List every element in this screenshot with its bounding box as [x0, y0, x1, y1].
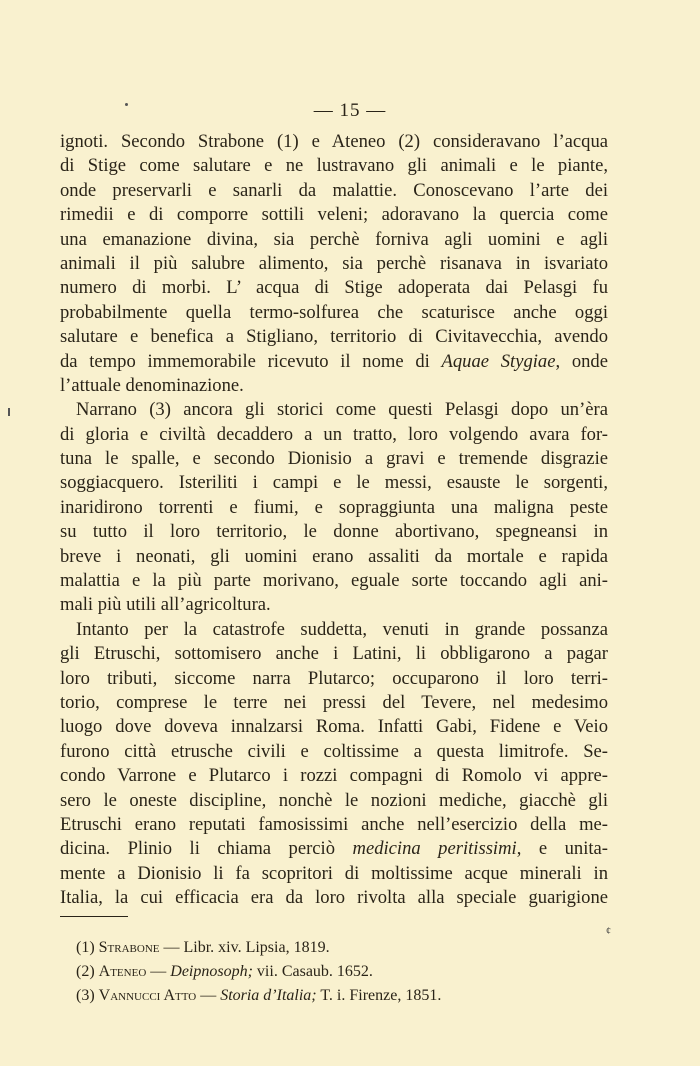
- text-line: condo Varrone e Plutarco i rozzi compagni di Romolo vi appre-: [60, 765, 608, 787]
- footnote-sep: —: [163, 939, 180, 956]
- text-line: luogo dove doveva innalzarsi Roma. Infatti Gabi, Fidene e Veio: [60, 716, 608, 738]
- text-line: salutare e benefica a Stigliano, territorio di Civitavecchia, avendo: [60, 326, 608, 348]
- text-line: inaridirono torrenti e fiumi, e sopraggiunta una maligna peste: [60, 496, 608, 518]
- text-line: soggiacquero. Isteriliti i campi e le messi, esauste le sorgenti,: [60, 472, 608, 494]
- paragraph: [60, 130, 608, 398]
- footnote-author: Strabone: [98, 939, 160, 956]
- footnotes: [76, 936, 616, 1008]
- text-line: onde preservarli e sanarli da malattie. Conoscevano l’arte dei: [60, 179, 608, 201]
- footnote-text: T. i. Firenze, 1851.: [320, 987, 442, 1004]
- text-line: gli Etruschi, sottomisero anche i Latini, li obbligarono a pagar: [60, 643, 608, 665]
- text-line: ignoti. Secondo Strabone (1) e Ateneo (2) consideravano l’acqua: [60, 131, 608, 152]
- text-line: da tempo immemorabile ricevuto il nome di Aquae Stygiae, onde: [60, 350, 608, 372]
- text-line: mali più utili all’agricoltura.: [60, 594, 271, 616]
- text-line: sero le oneste discipline, nonchè le nozioni mediche, giacchè gli: [60, 789, 608, 811]
- footnote-work: Deipnosoph;: [170, 963, 253, 980]
- text-line: numero di morbi. L’ acqua di Stige adoperata dai Pelasgi fu: [60, 277, 608, 299]
- text-line: animali il più salubre alimento, sia perchè risanava in isvariato: [60, 252, 608, 274]
- margin-mark: [8, 408, 10, 416]
- page-mark: ¢: [606, 926, 611, 937]
- text-line: Intanto per la catastrofe suddetta, venuti in grande possanza: [76, 618, 608, 640]
- text-line: tuna le spalle, e secondo Dionisio a gravi e tremende disgrazie: [60, 448, 608, 470]
- footnote-number: (2): [76, 963, 95, 980]
- paragraph: [60, 398, 608, 618]
- page-number: — 15 —: [313, 100, 387, 121]
- text-line: breve i neonati, gli uomini erano assaliti da mortale e rapida: [60, 545, 608, 567]
- text-line: una emanazione divina, sia perchè forniva agli uomini e agli: [60, 228, 608, 250]
- footnote-text: Libr. xiv. Lipsia, 1819.: [183, 939, 330, 956]
- text-line: malattia e la più parte morivano, eguale sorte toccando agli ani-: [60, 570, 608, 592]
- footnote: [76, 936, 616, 960]
- footnote: [76, 984, 616, 1008]
- text-line: torio, comprese le terre nei pressi del Tevere, nel medesimo: [60, 691, 608, 713]
- text-line: probabilmente quella termo-solfurea che scaturisce anche oggi: [60, 301, 608, 323]
- text-line: dicina. Plinio li chiama perciò medicina peritissimi, e unita-: [60, 838, 608, 860]
- text-line: l’attuale denominazione.: [60, 374, 244, 396]
- text-line: mente a Dionisio li fa scopritori di moltissime acque minerali in: [60, 862, 608, 884]
- footnote-author: Ateneo: [98, 963, 147, 980]
- text-line: loro tributi, siccome narra Plutarco; occuparono il loro terri-: [60, 667, 608, 689]
- footnote-sep: —: [200, 987, 217, 1004]
- text-line: furono città etrusche civili e coltissime a questa limitrofe. Se-: [60, 740, 608, 762]
- footnote: [76, 960, 616, 984]
- footnote-author: Vannucci Atto: [98, 987, 197, 1004]
- footnote-number: (3): [76, 987, 95, 1004]
- text-line: Etruschi erano reputati famosissimi anche nell’esercizio della me-: [60, 813, 608, 835]
- text-line: di Stige come salutare e ne lustravano gli animali e le piante,: [60, 155, 608, 177]
- text-line: rimedii e di comporre sottili veleni; adoravano la quercia come: [60, 204, 608, 226]
- footnote-sep: —: [150, 963, 167, 980]
- footnote-text: vii. Casaub. 1652.: [256, 963, 373, 980]
- footnote-rule: [60, 916, 128, 917]
- text-line: Narrano (3) ancora gli storici come questi Pelasgi dopo un’èra: [76, 399, 608, 421]
- text-line: su tutto il loro territorio, le donne abortivano, spegneansi in: [60, 521, 608, 543]
- paragraph: [60, 618, 608, 911]
- text-line: Italia, la cui efficacia era da loro rivolta alla speciale guarigione: [60, 887, 608, 909]
- text-line: di gloria e civiltà decaddero a un tratto, loro volgendo avara for-: [60, 423, 608, 445]
- footnote-number: (1): [76, 939, 95, 956]
- body-text: [60, 96, 608, 911]
- footnote-work: Storia d’Italia;: [220, 987, 317, 1004]
